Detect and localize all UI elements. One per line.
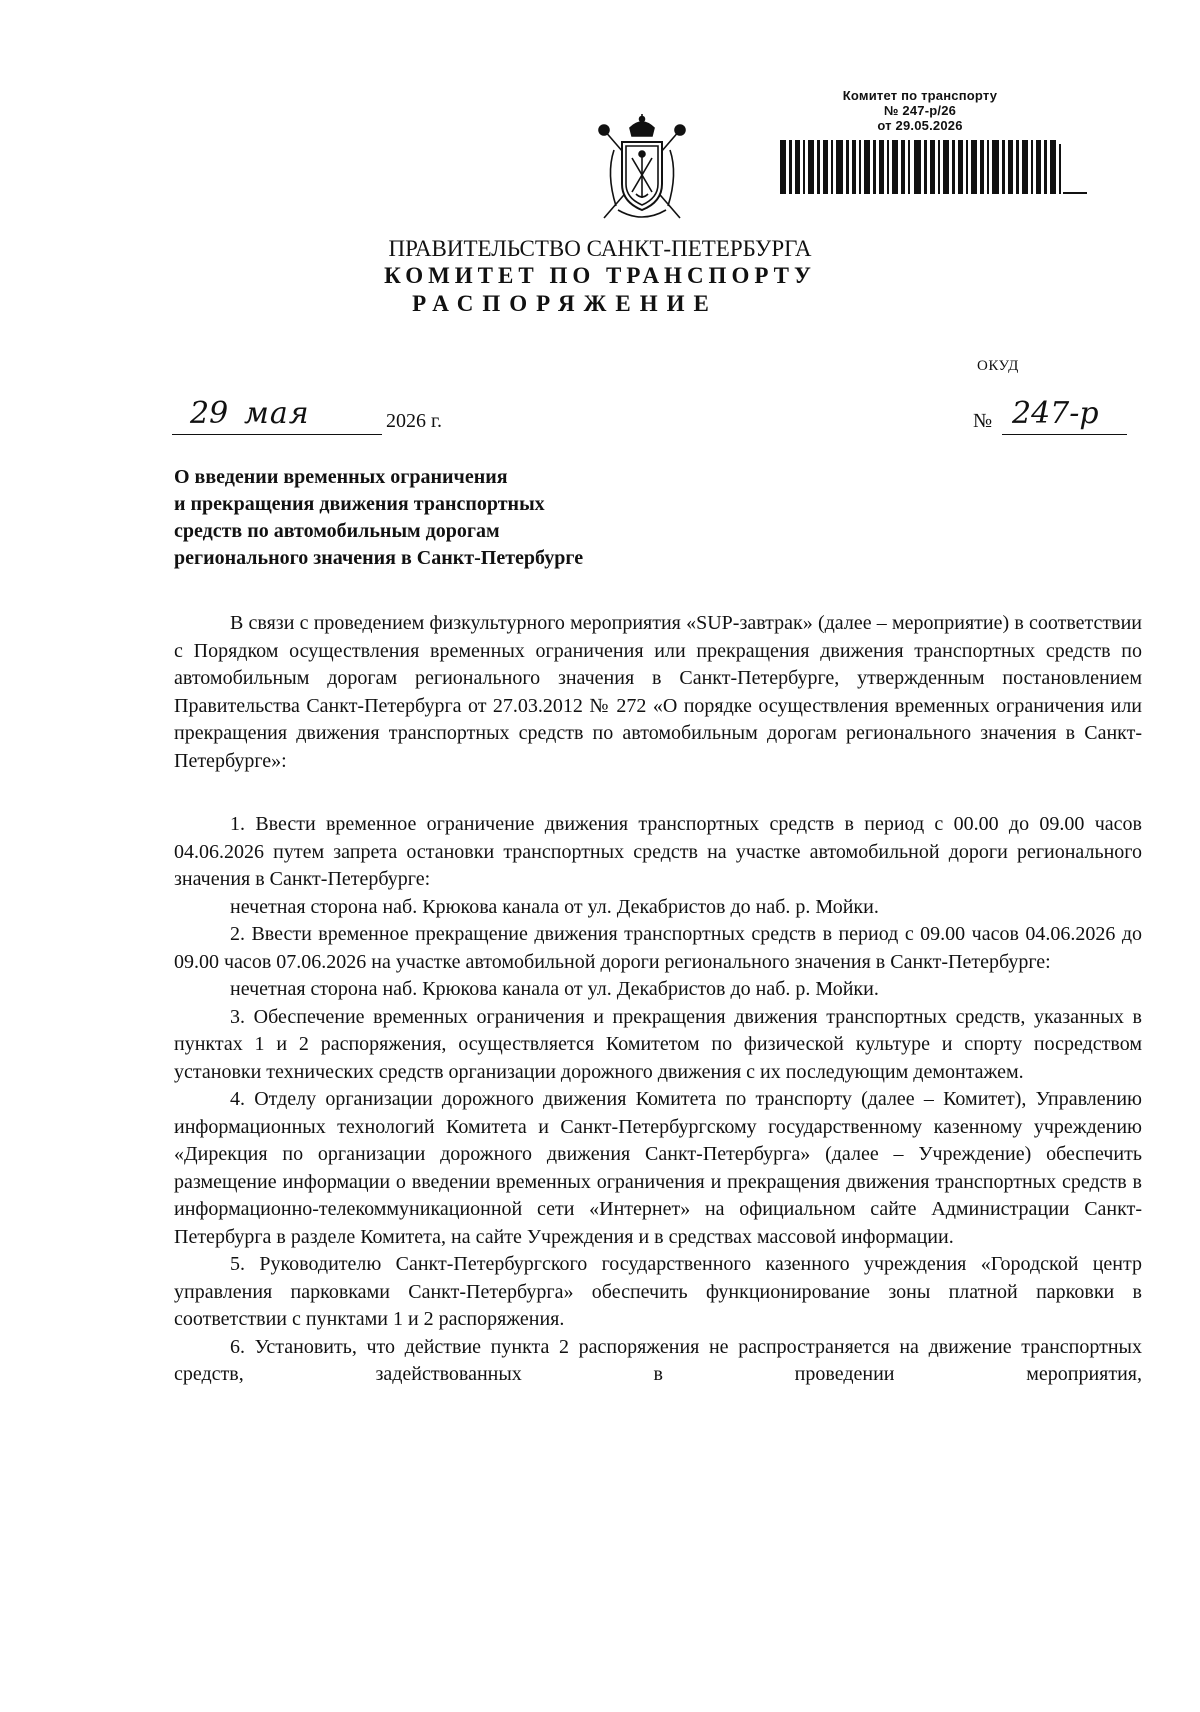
paragraph-intro: В связи с проведением физкультурного мероприятия «SUP-завтрак» (далее – мероприятие) в соответствии с Порядком осуществления временных ограничения или прекращения движения транспортных средств по автомобильным дорогам регионального значения в Санкт-Петербурге, утвержденным постановлением Правительства Санкт-Петербурга от 27.03.2012 № 272 «О порядке осуществления временных ограничения или прекращения движения транспортных средств по автомобильным дорогам регионального значения в Санкт-Петербурге»: bbox=[174, 612, 1142, 772]
committee-name: КОМИТЕТ ПО ТРАНСПОРТУ bbox=[384, 263, 816, 288]
date-month: мая bbox=[244, 396, 310, 431]
date-number-row bbox=[172, 396, 1132, 446]
date-underline bbox=[172, 434, 382, 435]
paragraph-4: 4. Отделу организации дорожного движения Комитета по транспорту (далее – Комитет), Управлению информационных технологий Комитета и Санкт-Петербургскому государственному казенному учреждению «Дирекция по организации дорожного движения Санкт-Петербурга» (далее – Учреждение) обеспечить размещение информации о введении временных ограничения и прекращения движения транспортных средств в информационно-телекоммуникационной сети «Интернет» на официальном сайте Администрации Санкт-Петербурга в разделе Комитета, на сайте Учреждения и в средствах массовой информации. bbox=[174, 1088, 1142, 1248]
document-type: РАСПОРЯЖЕНИЕ bbox=[412, 291, 718, 316]
st-petersburg-coat-of-arms-icon bbox=[592, 114, 692, 226]
paragraph-1: 1. Ввести временное ограничение движения транспортных средств в период с 00.00 до 09.00 часов 04.06.2026 путем запрета остановки транспортных средств на участке автомобильной дороги регионального значения в Санкт-Петербурге: bbox=[174, 813, 1142, 890]
registration-stamp bbox=[780, 88, 1110, 133]
title-line: регионального значения в Санкт-Петербурге bbox=[174, 547, 584, 569]
paragraph-5: 5. Руководителю Санкт-Петербургского государственного казенного учреждения «Городской центр управления парковками Санкт-Петербурга» обеспечить функционирование зоны платной парковки в соответствии с пунктами 1 и 2 распоряжения. bbox=[174, 1253, 1142, 1330]
paragraph-6: 6. Установить, что действие пункта 2 распоряжения не распространяется на движение транспортных средств, задействованных в проведении мероприятия, bbox=[174, 1335, 1142, 1385]
paragraph-1-detail: нечетная сторона наб. Крюкова канала от ул. Декабристов до наб. р. Мойки. bbox=[230, 895, 879, 918]
date-day: 29 bbox=[190, 396, 229, 431]
document-body bbox=[174, 610, 1142, 1389]
paragraph-2: 2. Ввести временное прекращение движения транспортных средств в период с 09.00 часов 04.06.2026 до 09.00 часов 07.06.2026 на участке автомобильной дороги регионального значения в Санкт-Петербурге: bbox=[174, 923, 1142, 973]
government-name: ПРАВИТЕЛЬСТВО САНКТ-ПЕТЕРБУРГА bbox=[388, 236, 812, 261]
stamp-number: № 247-р/26 bbox=[883, 103, 957, 118]
document-title bbox=[174, 464, 583, 572]
date-year: 2026 г. bbox=[386, 410, 442, 432]
title-line: О введении временных ограничения bbox=[174, 466, 508, 488]
paragraph-2-detail: нечетная сторона наб. Крюкова канала от ул. Декабристов до наб. р. Мойки. bbox=[230, 978, 879, 1000]
document-header bbox=[0, 236, 1200, 318]
paragraph-3: 3. Обеспечение временных ограничения и прекращения движения транспортных средств, указанных в пунктах 1 и 2 распоряжения, осуществляется Комитетом по физической культуре и спорту посредством установки технических средств организации дорожного движения с их последующим демонтажем. bbox=[174, 1005, 1142, 1083]
stamp-date: от 29.05.2026 bbox=[877, 118, 963, 133]
title-line: средств по автомобильным дорогам bbox=[174, 520, 500, 542]
okud-label: ОКУД bbox=[977, 358, 1019, 374]
barcode-icon bbox=[780, 140, 1100, 204]
number-sign: № bbox=[973, 410, 993, 432]
title-line: и прекращения движения транспортных bbox=[174, 493, 545, 515]
stamp-committee: Комитет по транспорту bbox=[842, 88, 998, 103]
number-underline bbox=[1002, 434, 1127, 435]
document-number: 247-р bbox=[1012, 396, 1099, 431]
paragraph-spacer bbox=[174, 775, 1142, 811]
